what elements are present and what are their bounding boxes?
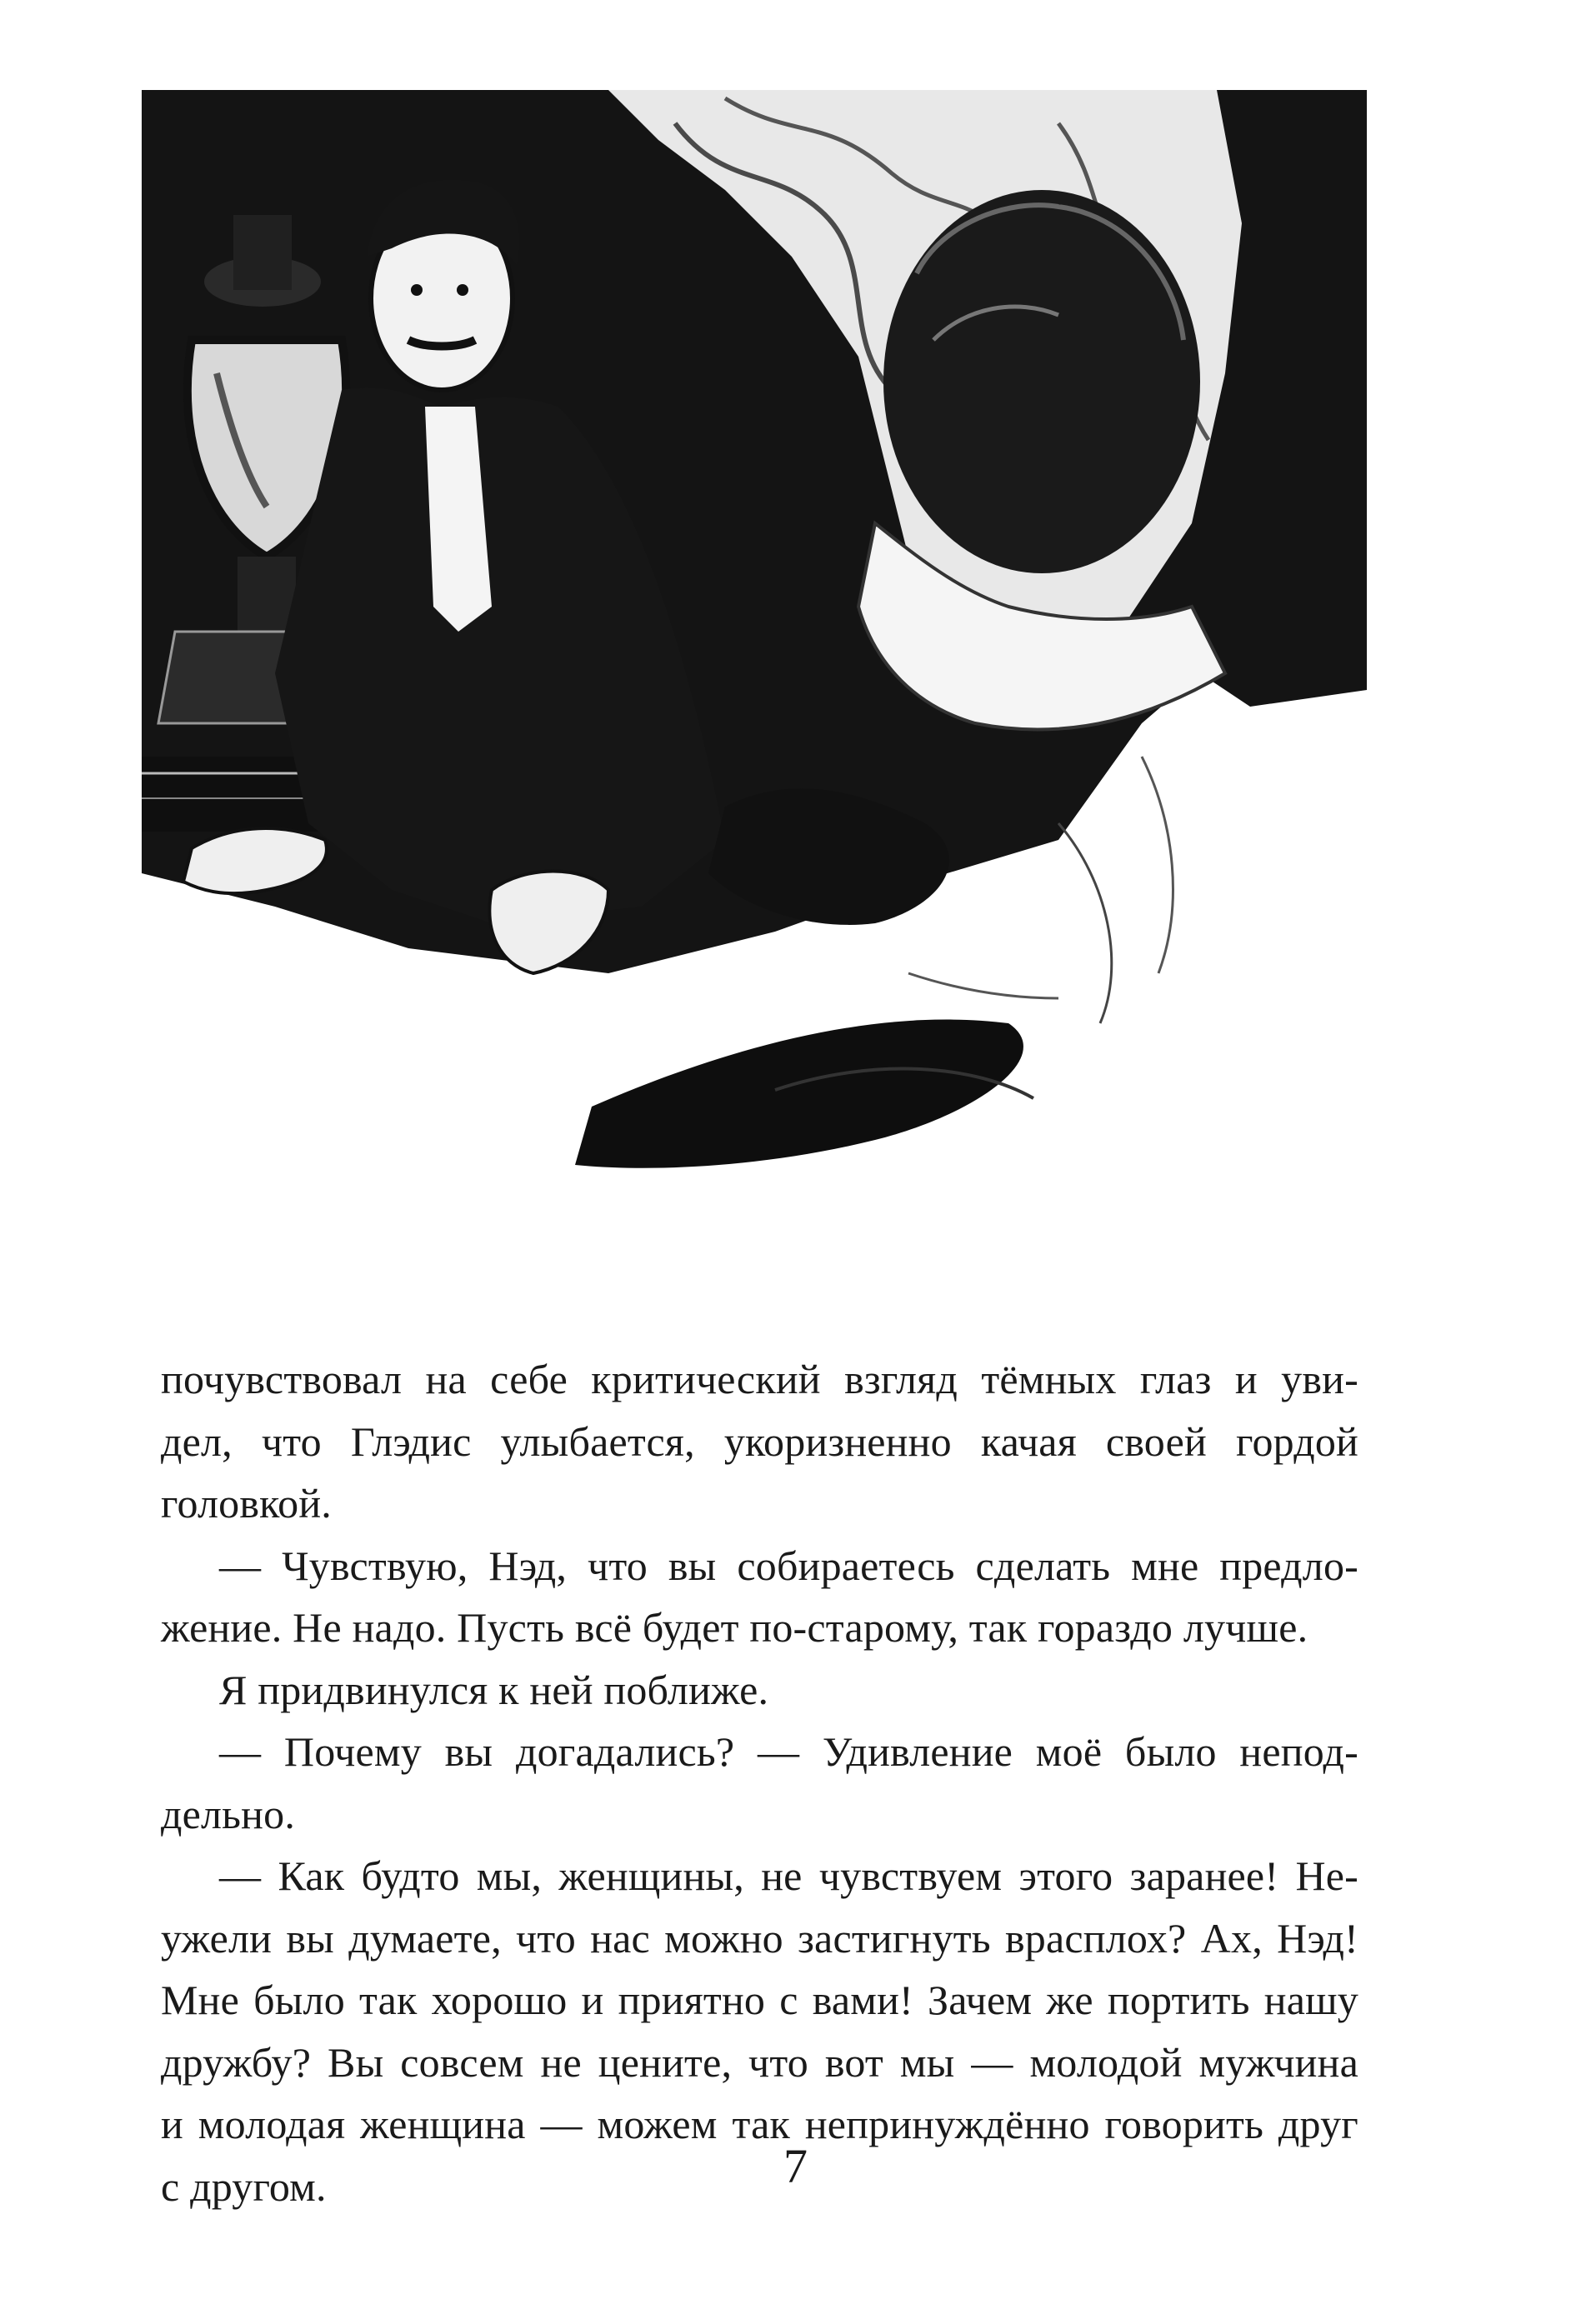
paragraph (161, 1535, 1358, 1659)
text-line: Мне было так хорошо и приятно с вами! Зачем же портить нашу (161, 1977, 1358, 2023)
text-line: — Как будто мы, женщины, не чувствуем этого заранее! Не- (219, 1852, 1358, 1899)
text-line: головкой. (161, 1480, 332, 1527)
text-line: и молодая женщина — можем так непринуждённо говорить друг (161, 2101, 1358, 2147)
page-number: 7 (783, 2139, 808, 2193)
text-line: жение. Не надо. Пусть всё будет по-старому, так гораздо лучше. (161, 1604, 1308, 1651)
illustration (142, 90, 1367, 1248)
text-line: почувствовал на себе критический взгляд тёмных глаз и уви- (161, 1356, 1358, 1402)
paragraph (161, 1659, 1358, 1722)
text-line: — Почему вы догадались? — Удивление моё было непод- (219, 1728, 1358, 1775)
text-line: дельно. (161, 1790, 296, 1837)
text-line: ужели вы думаете, что нас можно застигнуть врасплох? Ах, Нэд! (161, 1914, 1358, 1962)
text-line: дружбу? Вы совсем не цените, что вот мы — молодой мужчина (161, 2038, 1358, 2086)
paragraph (161, 1721, 1358, 1845)
text-line: Я придвинулся к ней поближе. (219, 1666, 769, 1713)
text-line: — Чувствую, Нэд, что вы собираетесь сделать мне предло- (219, 1542, 1358, 1589)
body-text (161, 1348, 1358, 2217)
text-line: с другом. (161, 2162, 327, 2210)
text-line: дел, что Глэдис улыбается, укоризненно качая своей гордой (161, 1417, 1358, 1465)
illustration-drawing (142, 90, 1367, 1248)
paragraph (161, 1348, 1358, 1535)
